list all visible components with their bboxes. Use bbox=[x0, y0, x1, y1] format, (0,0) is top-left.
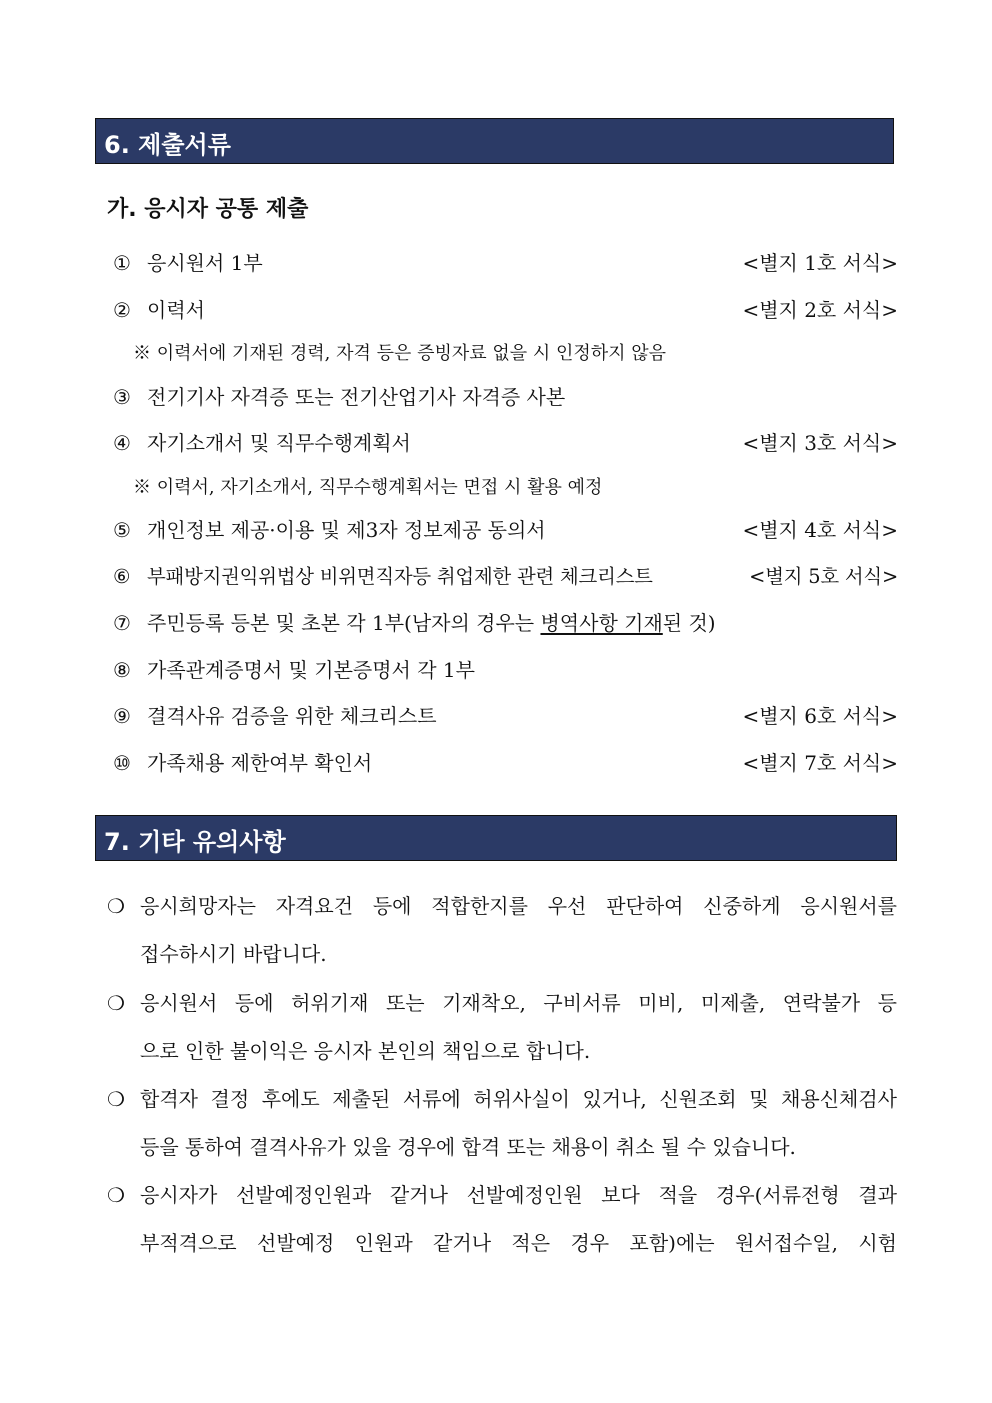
document-item bbox=[113, 560, 898, 594]
form-reference: <별지 7호 서식> bbox=[742, 751, 898, 775]
note: ※ 이력서에 기재된 경력, 자격 등은 증빙자료 없을 시 인정하지 않음 bbox=[133, 343, 667, 364]
item-text: 전기기사 자격증 또는 전기산업기사 자격증 사본 bbox=[147, 385, 566, 409]
note: ※ 이력서, 자기소개서, 직무수행계획서는 면접 시 활용 예정 bbox=[133, 477, 603, 498]
item-text: 된 것) bbox=[662, 611, 716, 635]
document-item bbox=[113, 380, 898, 414]
item-text: 가족관계증명서 및 기본증명서 각 1부 bbox=[147, 658, 475, 682]
section-header-submission-documents bbox=[95, 118, 894, 164]
notice-line: 응시희망자는 자격요건 등에 적합한지를 우선 판단하여 신중하게 응시원서를 bbox=[140, 894, 897, 918]
notice-item bbox=[107, 1075, 897, 1171]
item-text: 주민등록 등본 및 초본 각 1부(남자의 경우는 bbox=[147, 611, 541, 635]
item-text: 결격사유 검증을 위한 체크리스트 bbox=[147, 704, 437, 728]
form-reference: <별지 2호 서식> bbox=[742, 298, 898, 322]
document-item bbox=[113, 699, 898, 733]
form-reference: <별지 5호 서식> bbox=[749, 565, 898, 588]
item-text: 부패방지권익위법상 비위면직자등 취업제한 관련 체크리스트 bbox=[147, 565, 653, 588]
notice-line: 접수하시기 바랍니다. bbox=[140, 942, 327, 966]
notice-line: 부적격으로 선발예정 인원과 같거나 적은 경우 포함)에는 원서접수일, 시험 bbox=[140, 1231, 897, 1255]
document-item bbox=[113, 246, 898, 280]
section-title: 7. 기타 유의사항 bbox=[104, 828, 286, 856]
document-item bbox=[113, 746, 898, 780]
notice-line: 응시자가 선발예정인원과 같거나 선발예정인원 보다 적을 경우(서류전형 결과 bbox=[140, 1183, 897, 1207]
notice-line: 으로 인한 불이익은 응시자 본인의 책임으로 합니다. bbox=[140, 1039, 591, 1063]
document-item bbox=[113, 293, 898, 327]
item-number: ② bbox=[113, 298, 131, 322]
circle-bullet-icon: ❍ bbox=[107, 1087, 125, 1111]
item-number: ⑥ bbox=[113, 565, 131, 588]
item-text: 개인정보 제공·이용 및 제3자 정보제공 동의서 bbox=[147, 518, 546, 542]
notice-item bbox=[107, 979, 897, 1075]
item-text: 응시원서 1부 bbox=[147, 251, 263, 275]
section-title: 6. 제출서류 bbox=[104, 131, 231, 159]
item-number: ⑧ bbox=[113, 658, 131, 682]
notice-item bbox=[107, 882, 897, 978]
circle-bullet-icon: ❍ bbox=[107, 1183, 125, 1207]
item-number: ③ bbox=[113, 385, 131, 409]
item-number: ① bbox=[113, 251, 131, 275]
notice-line: 응시원서 등에 허위기재 또는 기재착오, 구비서류 미비, 미제출, 연락불가 등 bbox=[140, 991, 897, 1015]
subheading-common-documents: 가. 응시자 공통 제출 bbox=[107, 197, 309, 222]
notice-item bbox=[107, 1171, 897, 1267]
form-reference: <별지 4호 서식> bbox=[742, 518, 898, 542]
item-text: 이력서 bbox=[147, 298, 205, 322]
circle-bullet-icon: ❍ bbox=[107, 991, 125, 1015]
item-text-underlined: 병역사항 기재 bbox=[540, 611, 663, 635]
document-item bbox=[113, 426, 898, 460]
document-item bbox=[113, 653, 898, 687]
document-item bbox=[113, 606, 898, 640]
item-text: 자기소개서 및 직무수행계획서 bbox=[147, 431, 411, 455]
form-reference: <별지 6호 서식> bbox=[742, 704, 898, 728]
document-item bbox=[113, 513, 898, 547]
circle-bullet-icon: ❍ bbox=[107, 894, 125, 918]
item-number: ⑦ bbox=[113, 611, 131, 635]
notice-line: 등을 통하여 결격사유가 있을 경우에 합격 또는 채용이 취소 될 수 있습니다. bbox=[140, 1135, 796, 1159]
item-number: ④ bbox=[113, 431, 131, 455]
form-reference: <별지 1호 서식> bbox=[742, 251, 898, 275]
form-reference: <별지 3호 서식> bbox=[742, 431, 898, 455]
item-number: ⑤ bbox=[113, 518, 131, 542]
item-number: ⑩ bbox=[113, 751, 131, 775]
item-text: 가족채용 제한여부 확인서 bbox=[147, 751, 373, 775]
notice-line: 합격자 결정 후에도 제출된 서류에 허위사실이 있거나, 신원조회 및 채용신체검사 bbox=[140, 1087, 897, 1111]
section-header-other-notices bbox=[95, 815, 897, 861]
item-number: ⑨ bbox=[113, 704, 131, 728]
